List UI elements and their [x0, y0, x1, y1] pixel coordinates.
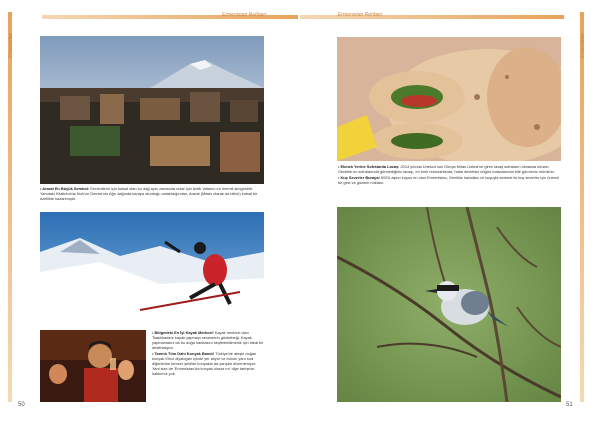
ararat-caption-title: • Ararat En Büyük Sembol: [40, 186, 90, 191]
ski-photo [40, 212, 264, 326]
ski-brandy-captions [152, 330, 264, 377]
ararat-caption-body: Ermenilerin için kutsal olan bu dağ aynı zamanda onlar için Antik Vatanın en önemli simgesidir. Yanıdaki Kilaitcha'da Nuh'un Gemisi'nin Ağrı dağında karaya oturduğu anlatıldığından, Ararat (Masis olarak da bilinir) kutsal bir özellikte kazanmıştır. [40, 186, 258, 201]
lavash-caption-body: 2014 yılında Unesco'nun Dünya Miras Listesi'ne giren lavaş sofraların olmazsa olmazı. Genlikle ev sofralarında görmediğiniz lavaşı, en ünlü restoranlarda, hatta devletsiz düğün masalarında bile görmeniz mümkün. [338, 164, 555, 174]
right-side-label: Ermenistan [580, 32, 586, 58]
left-page-number: 50 [18, 402, 25, 408]
yerevan-ararat-photo [40, 36, 264, 184]
left-header-title: Ermenistan Rehberi [222, 12, 267, 18]
lavash-caption-title: • Ekmek Yerine Sofralarda Lavaş: [338, 164, 400, 169]
left-side-tab [8, 12, 12, 402]
ski-caption-title: • Bölgedeki En İyi Kayak Merkezi! [152, 330, 214, 335]
brandy-people-photo [40, 330, 146, 402]
lavash-bird-captions [338, 164, 564, 186]
bird-caption-title: • Kuş Severler Buraya! [338, 175, 380, 180]
lavash-photo [337, 37, 561, 161]
brandy-caption-body: Türkiye'de ateşle doğan konyak 5'inci diyaloglar içinde yer alıyor ve bunun yanı sıra diğerlerine benzer şekilde konyakla da yarışlar düzenleniyor. Yani size de 'Ermenistan'da konyak olmaz mı' diye tartışma hakkımız yok. [152, 351, 257, 376]
bird-caption-body: 500'ü aşkın kuşun en olan Ermenistan, Genlikle kartalları ve kuşuyla serbest ile kuş severler için önemli bir gezi ve gözlem noktası. [338, 175, 559, 185]
brandy-caption-title: • Tarımlı Tüm Dahi Konyak Bandı! [152, 351, 215, 356]
ski-caption-body: Kayak merkezi olan Tsakhkadzor kayak yapmayı sevenlerin gözbebeği. Kayak yapmamanız da bu doğa harikasını keşfedebilmeniz için ideal bir destinasyon. [152, 330, 264, 350]
right-side-tab [580, 12, 584, 402]
left-side-label: Ermenistan [8, 32, 14, 58]
bird-photo [337, 207, 561, 402]
ararat-caption [40, 186, 264, 202]
right-header-title: Ermenistan Rehberi [338, 12, 383, 18]
right-page-number: 51 [566, 402, 573, 408]
